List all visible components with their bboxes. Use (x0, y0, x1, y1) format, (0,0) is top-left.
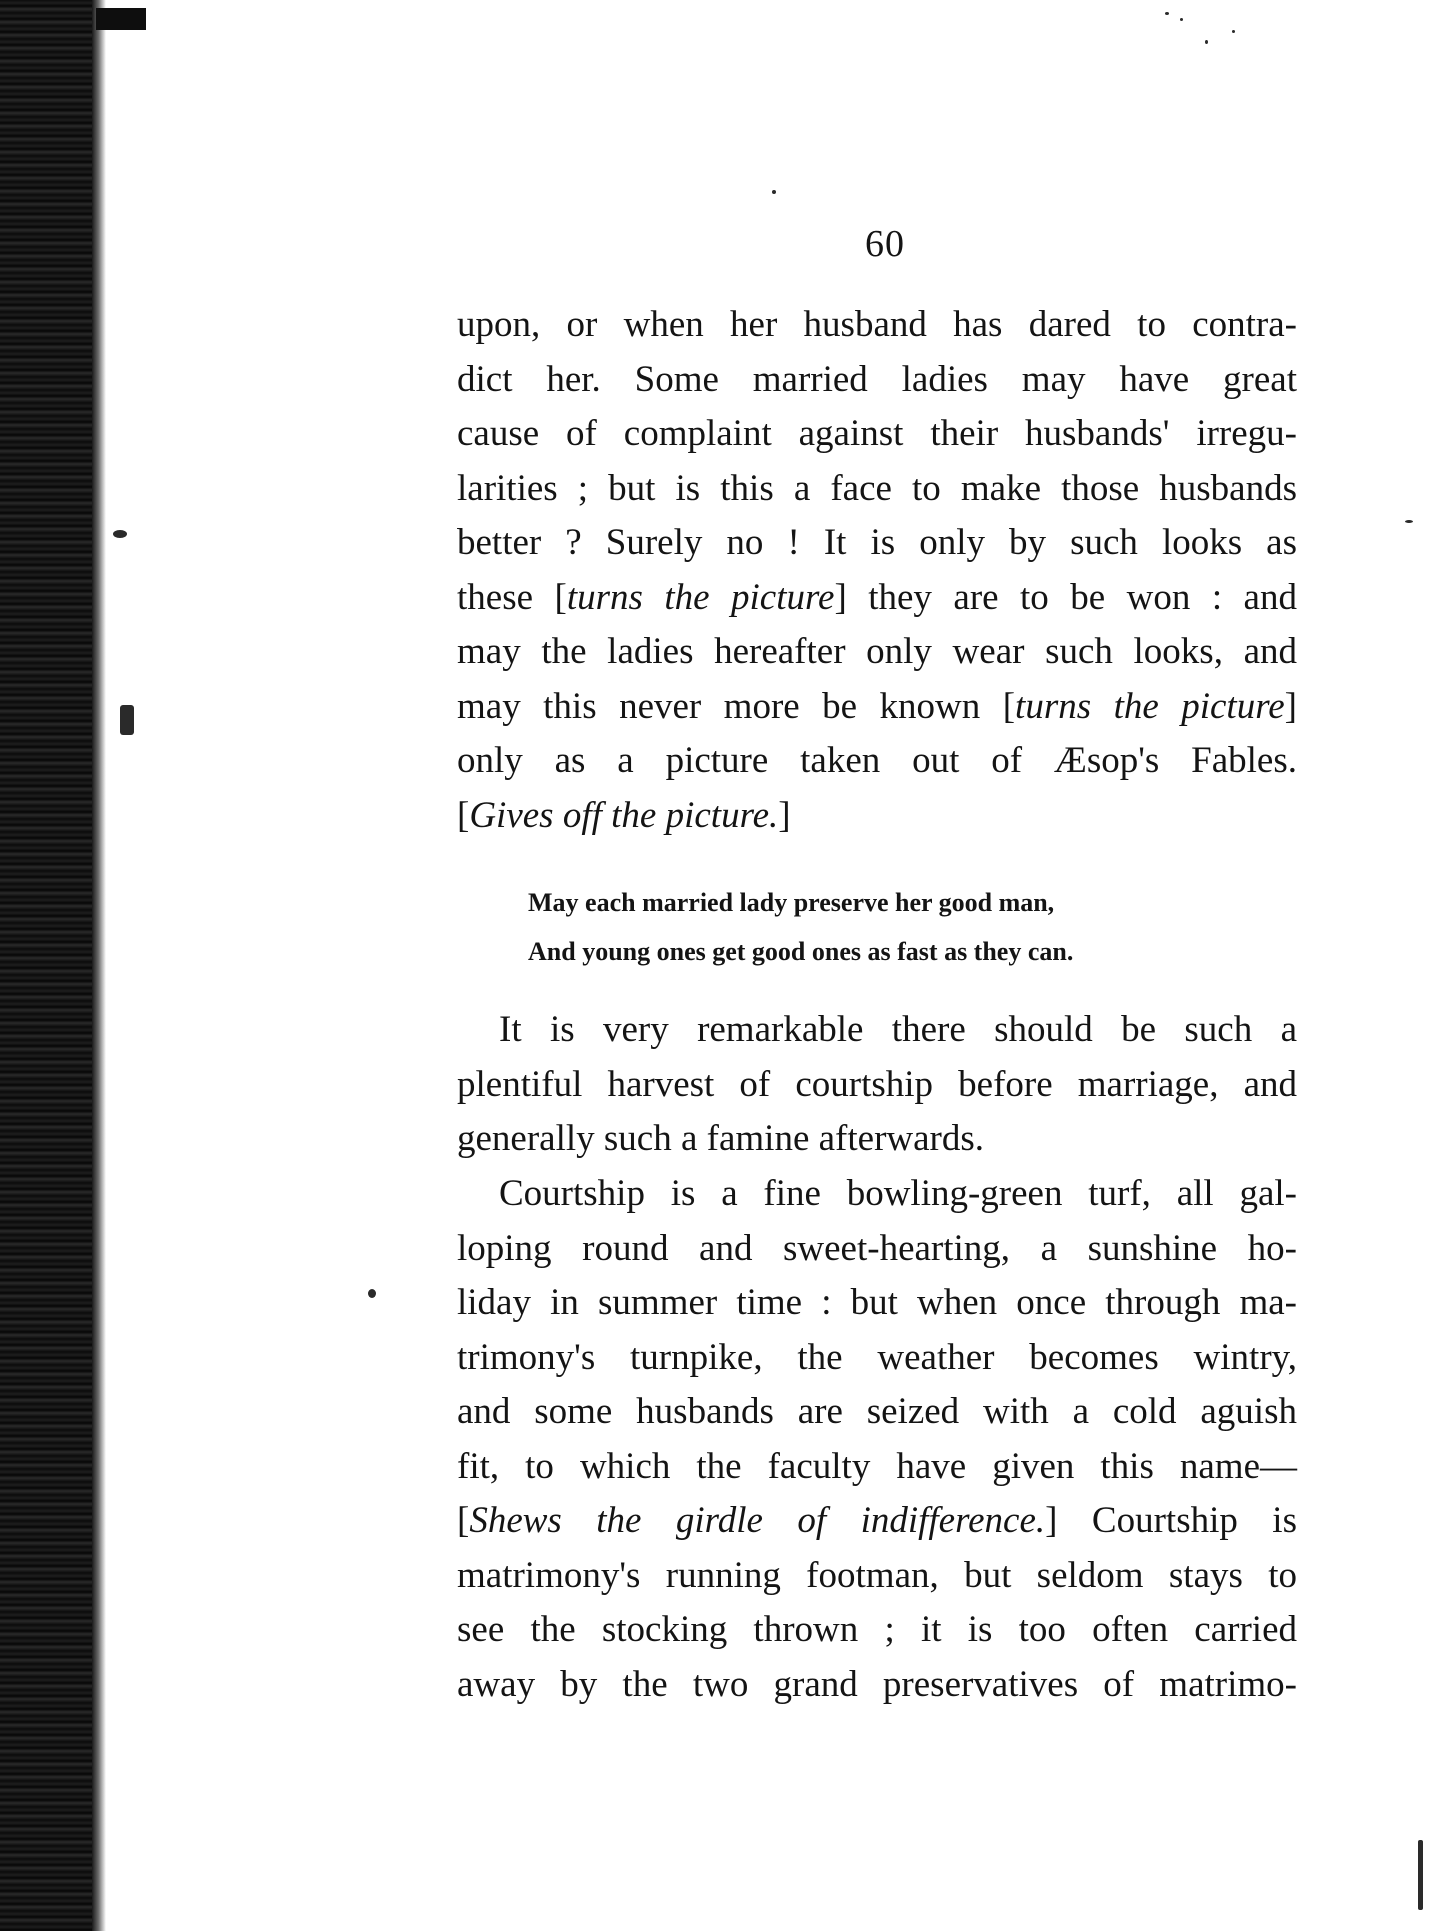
text-line: Courtship is a fine bowling-green turf, all gal- (499, 1173, 1297, 1214)
spine-edge-gradient (92, 0, 106, 1931)
stage-direction: turns the picture (1015, 685, 1285, 727)
text-line: trimony's turnpike, the weather becomes wintry, (457, 1336, 1297, 1378)
paragraph-1 (457, 298, 1297, 843)
scan-speck (772, 190, 776, 194)
text-line: cause of complaint against their husbands' irregu- (457, 413, 1297, 454)
scan-speck (1180, 18, 1183, 21)
text-line: larities ; but is this a face to make those husbands (457, 467, 1297, 509)
text-line: plentiful harvest of courtship before marriage, and (457, 1063, 1297, 1105)
text-line: dict her. Some married ladies may have great (457, 358, 1297, 400)
text-line: generally such a famine afterwards. (457, 1118, 984, 1159)
scan-speck (113, 530, 127, 538)
text-line: It is very remarkable there should be such a (499, 1009, 1297, 1050)
text-line: loping round and sweet-hearting, a sunshine ho- (457, 1227, 1297, 1269)
scan-speck (1418, 1840, 1423, 1910)
scan-speck (368, 1289, 376, 1298)
verse-line: And young ones get good ones as fast as they can. (528, 937, 1074, 966)
stage-direction: Gives off the picture. (469, 794, 779, 836)
scan-speck (1205, 40, 1208, 44)
book-spine-shadow (0, 0, 96, 1931)
text-line: away by the two grand preservatives of matrimo- (457, 1663, 1297, 1705)
text-line: these [turns the picture] they are to be won : and (457, 576, 1297, 618)
spine-notch (96, 8, 146, 30)
text-line: [Gives off the picture.] (457, 794, 791, 836)
scan-speck (1405, 520, 1413, 523)
text-line: [Shews the girdle of indifference.] Courtship is (457, 1500, 1297, 1541)
verse-couplet (528, 878, 1228, 976)
text-line: may this never more be known [turns the picture] (457, 685, 1297, 727)
text-line: fit, to which the faculty have given this name— (457, 1445, 1297, 1487)
text-line: better ? Surely no ! It is only by such looks as (457, 522, 1297, 563)
scan-speck (1232, 30, 1235, 33)
text-line: upon, or when her husband has dared to contra- (457, 304, 1297, 345)
stage-direction: turns the picture (566, 576, 835, 618)
page-number: 60 (865, 223, 905, 265)
text-line: liday in summer time : but when once through ma- (457, 1282, 1297, 1323)
stage-direction: Shews the girdle of indifference. (469, 1500, 1046, 1541)
scan-speck (120, 705, 134, 735)
scan-speck (1165, 12, 1169, 15)
verse-line: May each married lady preserve her good man, (528, 888, 1055, 917)
paragraph-3 (457, 1167, 1297, 1712)
text-line: only as a picture taken out of Æsop's Fables. (457, 740, 1297, 781)
text-line: and some husbands are seized with a cold aguish (457, 1391, 1297, 1432)
text-line: may the ladies hereafter only wear such looks, and (457, 631, 1297, 672)
text-line: matrimony's running footman, but seldom stays to (457, 1554, 1297, 1596)
text-line: see the stocking thrown ; it is too often carried (457, 1609, 1297, 1650)
paragraph-2 (457, 1003, 1297, 1167)
